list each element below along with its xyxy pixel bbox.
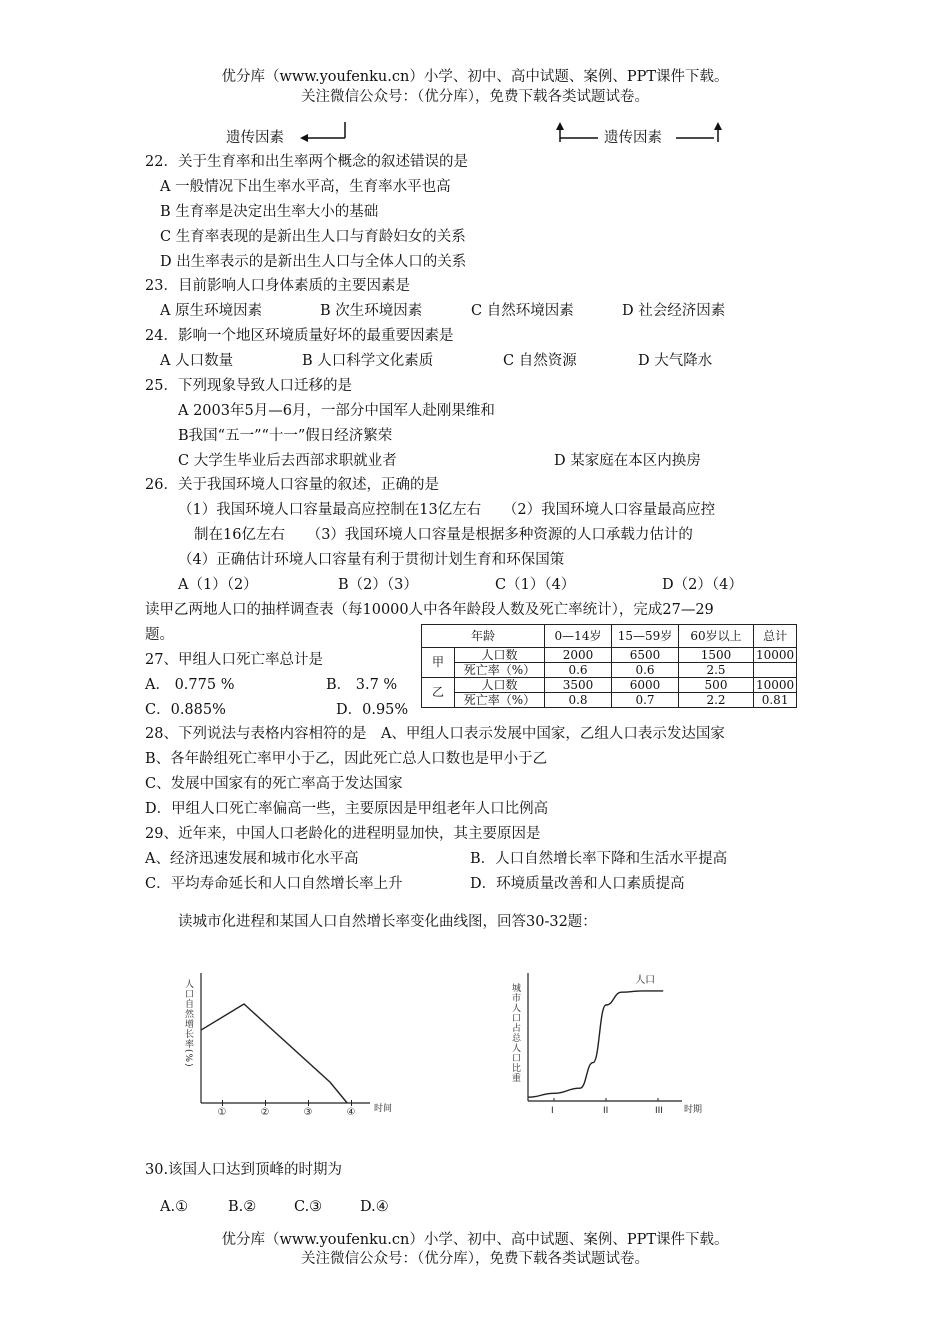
growth-rate-chart xyxy=(178,965,408,1125)
table-header-age: 年龄 xyxy=(422,625,545,648)
fragment-right-label: 遗传因素 xyxy=(604,130,662,146)
intro27-line-1: 读甲乙两地人口的抽样调查表（每10000人中各年龄段人数及死亡率统计），完成27—29 xyxy=(145,602,714,618)
table-cell: 2000 xyxy=(545,648,612,663)
table-cell: 10000 xyxy=(754,678,797,693)
q29-option-c: C．平均寿命延长和人口自然增长率上升 xyxy=(145,876,403,892)
table-header-0-14: 0—14岁 xyxy=(545,625,612,648)
table-header-15-59: 15—59岁 xyxy=(612,625,679,648)
q25-option-c: C 大学生毕业后去西部求职就业者 xyxy=(178,453,397,469)
q26-stem: 26．关于我国环境人口容量的叙述，正确的是 xyxy=(145,477,439,493)
header-line-1: 优分库（www.youfenku.cn）小学、初中、高中试题、案例、PPT课件下载。 xyxy=(221,69,729,85)
table-yi-rate-label: 死亡率（%） xyxy=(455,693,545,708)
table-cell: 500 xyxy=(679,678,754,693)
q30-stem: 30.该国人口达到顶峰的时期为 xyxy=(145,1162,343,1178)
q26-option-c: C（1）（4） xyxy=(495,577,576,593)
chart2-series-label: 人口 xyxy=(635,974,656,986)
chart1-tick-label: ② xyxy=(260,1107,270,1118)
intro27-line-2: 题。 xyxy=(145,627,174,643)
q28-stem: 28、下列说法与表格内容相符的是 A、甲组人口表示发展中国家，乙组人口表示发达国家 xyxy=(145,726,725,742)
q27-option-c: C．0.885% xyxy=(145,702,226,718)
chart2-urban-curve xyxy=(528,991,663,1097)
q28-option-b: B、各年龄组死亡率甲小于乙，因此死亡总人口数也是甲小于乙 xyxy=(145,751,548,767)
q26-option-a: A（1）（2） xyxy=(178,577,258,593)
q26-statement-line-1: （1）我国环境人口容量最高应控制在13亿左右 （2）我国环境人口容量最高应控 xyxy=(178,502,716,518)
q25-option-d: D 某家庭在本区内换房 xyxy=(554,453,701,469)
q23-option-b: B 次生环境因素 xyxy=(320,303,423,319)
q30-option-b: B.② xyxy=(228,1199,257,1215)
q30-option-d: D.④ xyxy=(360,1199,389,1215)
q25-option-a: A 2003年5月—6月，一部分中国军人赴刚果维和 xyxy=(178,403,495,419)
chart1-xlabel: 时间 xyxy=(374,1104,393,1114)
q24-option-a: A 人口数量 xyxy=(160,353,234,369)
table-cell: 0.6 xyxy=(545,663,612,678)
table-cell: 10000 xyxy=(754,648,797,663)
chart2-ylabel: 城市人口占总人口比重 xyxy=(510,983,520,1083)
chart2-tick-label: II xyxy=(603,1106,609,1116)
table-header-total: 总计 xyxy=(754,625,797,648)
fragment-left-label: 遗传因素 xyxy=(226,130,284,146)
urbanization-chart xyxy=(506,965,726,1125)
table-cell: 2.2 xyxy=(679,693,754,708)
table-header-60-plus: 60岁以上 xyxy=(679,625,754,648)
header-line-2: 关注微信公众号：（优分库），免费下载各类试题试卷。 xyxy=(301,89,649,105)
survey-table xyxy=(421,624,797,708)
left-arrow-icon xyxy=(296,120,348,146)
q30-option-a: A.① xyxy=(160,1199,189,1215)
table-cell: 6000 xyxy=(612,678,679,693)
table-group-jia: 甲 xyxy=(422,648,455,678)
q22-option-b: B 生育率是决定出生率大小的基础 xyxy=(160,204,379,220)
q24-option-b: B 人口科学文化素质 xyxy=(302,353,434,369)
q27-option-d: D．0.95% xyxy=(336,702,409,718)
footer-line-1: 优分库（www.youfenku.cn）小学、初中、高中试题、案例、PPT课件下载。 xyxy=(221,1232,729,1248)
q26-statement-line-3: （4）正确估计环境人口容量有利于贯彻计划生育和环保国策 xyxy=(178,552,565,568)
chart1-tick-label: ④ xyxy=(346,1107,356,1118)
right-arrow-icon xyxy=(674,120,724,146)
q24-option-c: C 自然资源 xyxy=(503,353,577,369)
chart2-tick-label: III xyxy=(655,1106,663,1116)
table-cell: 0.8 xyxy=(545,693,612,708)
chart2-tick-label: I xyxy=(551,1106,554,1116)
footer-line-2: 关注微信公众号：（优分库），免费下载各类试题试卷。 xyxy=(301,1251,649,1267)
table-jia-rate-label: 死亡率（%） xyxy=(455,663,545,678)
q23-option-c: C 自然环境因素 xyxy=(471,303,574,319)
q22-option-c: C 生育率表现的是新出生人口与育龄妇女的关系 xyxy=(160,229,466,245)
table-cell: 0.7 xyxy=(612,693,679,708)
table-cell: 3500 xyxy=(545,678,612,693)
q26-statement-line-2: 制在16亿左右 （3）我国环境人口容量是根据多种资源的人口承载力估计的 xyxy=(194,527,693,543)
q24-stem: 24．影响一个地区环境质量好坏的最重要因素是 xyxy=(145,328,454,344)
q26-option-d: D（2）（4） xyxy=(662,577,743,593)
chart2-xlabel: 时期 xyxy=(684,1105,703,1115)
q22-stem: 22．关于生育率和出生率两个概念的叙述错误的是 xyxy=(145,154,468,170)
chart1-tick-label: ③ xyxy=(303,1107,313,1118)
q24-option-d: D 大气降水 xyxy=(638,353,713,369)
table-cell: 2.5 xyxy=(679,663,754,678)
q27-stem: 27、甲组人口死亡率总计是 xyxy=(145,652,323,668)
table-yi-count-label: 人口数 xyxy=(455,678,545,693)
q23-option-a: A 原生环境因素 xyxy=(160,303,263,319)
q26-option-b: B（2）（3） xyxy=(338,577,418,593)
table-cell: 0.6 xyxy=(612,663,679,678)
table-group-yi: 乙 xyxy=(422,678,455,708)
table-cell xyxy=(754,663,797,678)
q25-stem: 25．下列现象导致人口迁移的是 xyxy=(145,378,352,394)
intro30: 读城市化进程和某国人口自然增长率变化曲线图，回答30-32题： xyxy=(178,914,597,930)
q27-option-b: B． 3.7 % xyxy=(326,677,398,693)
q28-option-c: C、发展中国家有的死亡率高于发达国家 xyxy=(145,776,403,792)
table-cell: 6500 xyxy=(612,648,679,663)
chart1-tick-label: ① xyxy=(217,1107,227,1118)
q23-stem: 23．目前影响人口身体素质的主要因素是 xyxy=(145,278,410,294)
chart1-growth-line xyxy=(201,1004,347,1103)
q22-option-a: A 一般情况下出生率水平高，生育率水平也高 xyxy=(160,179,451,195)
chart1-ylabel xyxy=(183,978,194,1068)
up-arrow-icon xyxy=(552,120,602,146)
table-cell: 1500 xyxy=(679,648,754,663)
q29-option-a: A、经济迅速发展和城市化水平高 xyxy=(145,851,359,867)
q29-stem: 29、近年来，中国人口老龄化的进程明显加快，其主要原因是 xyxy=(145,826,541,842)
chart1-ylabel-text: 人口自然增长率(%) xyxy=(183,979,193,1068)
q22-option-d: D 出生率表示的是新出生人口与全体人口的关系 xyxy=(160,254,467,270)
q25-option-b: B我国“五一”“十一”假日经济繁荣 xyxy=(178,428,393,444)
q29-option-b: B．人口自然增长率下降和生活水平提高 xyxy=(470,851,728,867)
q29-option-d: D．环境质量改善和人口素质提高 xyxy=(470,876,685,892)
table-jia-count-label: 人口数 xyxy=(455,648,545,663)
table-cell: 0.81 xyxy=(754,693,797,708)
q28-option-d: D．甲组人口死亡率偏高一些，主要原因是甲组老年人口比例高 xyxy=(145,801,549,817)
q23-option-d: D 社会经济因素 xyxy=(622,303,726,319)
q27-option-a: A． 0.775 % xyxy=(145,677,235,693)
q30-option-c: C.③ xyxy=(294,1199,323,1215)
